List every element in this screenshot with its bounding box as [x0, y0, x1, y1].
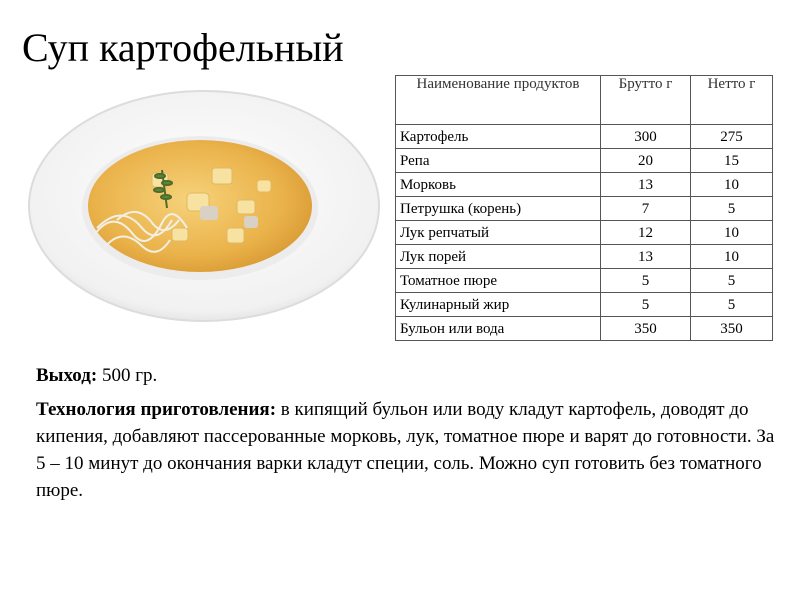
gross-value: 20 [601, 149, 691, 173]
product-name: Морковь [396, 173, 601, 197]
gross-value: 13 [601, 173, 691, 197]
soup-bowl-photo [22, 88, 387, 333]
technology-text: в кипящий бульон или воду кладут картофель, доводят до кипения, добавляют пассерованные морковь, лук, томатное пюре и варят до готовности. За 5 – 10 минут до окончания варки кладут специи, соль. Можно суп готовить без томатного пюре. [36, 399, 775, 501]
product-name: Картофель [396, 125, 601, 149]
table-row [396, 293, 773, 317]
gross-value: 5 [601, 293, 691, 317]
net-value: 275 [691, 125, 773, 149]
gross-value: 5 [601, 269, 691, 293]
table-row [396, 125, 773, 149]
output-value: 500 гр. [101, 365, 158, 386]
product-name: Томатное пюре [396, 269, 601, 293]
net-value: 350 [691, 317, 773, 341]
gross-value: 12 [601, 221, 691, 245]
net-value: 15 [691, 149, 773, 173]
technology-label: Технология приготовления: [36, 399, 277, 420]
header-net: Нетто г [691, 76, 773, 125]
product-name: Лук репчатый [396, 221, 601, 245]
page-title: Суп картофельный [22, 25, 344, 70]
net-value: 10 [691, 245, 773, 269]
net-value: 5 [691, 197, 773, 221]
gross-value: 350 [601, 317, 691, 341]
net-value: 5 [691, 293, 773, 317]
gross-value: 7 [601, 197, 691, 221]
header-gross: Брутто г [601, 76, 691, 125]
ingredients-table [395, 75, 773, 341]
output-line [36, 362, 776, 389]
product-name: Репа [396, 149, 601, 173]
table-row [396, 173, 773, 197]
table-row [396, 197, 773, 221]
net-value: 10 [691, 221, 773, 245]
table-row [396, 269, 773, 293]
product-name: Бульон или вода [396, 317, 601, 341]
net-value: 5 [691, 269, 773, 293]
table-row [396, 317, 773, 341]
technology-paragraph [36, 396, 776, 504]
product-name: Петрушка (корень) [396, 197, 601, 221]
table-header-row [396, 76, 773, 125]
net-value: 10 [691, 173, 773, 197]
gross-value: 13 [601, 245, 691, 269]
product-name: Кулинарный жир [396, 293, 601, 317]
output-label: Выход: [36, 365, 98, 386]
product-name: Лук порей [396, 245, 601, 269]
gross-value: 300 [601, 125, 691, 149]
table-row [396, 245, 773, 269]
header-product: Наименование продуктов [396, 76, 601, 125]
table-row [396, 221, 773, 245]
table-row [396, 149, 773, 173]
